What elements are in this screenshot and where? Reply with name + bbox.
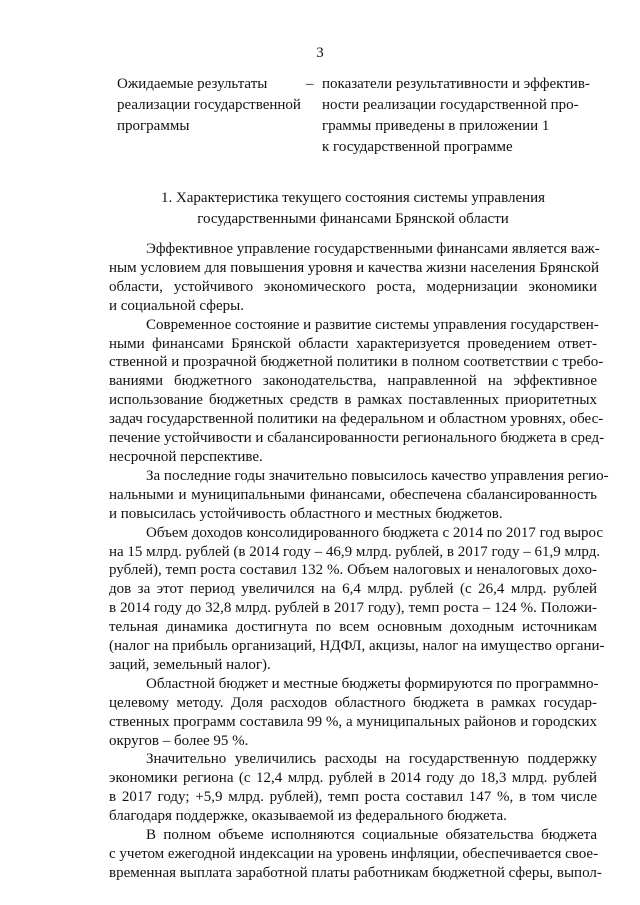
paragraph-line: Современное состояние и развитие системы управления государствен- xyxy=(146,316,599,333)
paragraph-line: области, устойчивого экономического роста, модернизации экономики xyxy=(109,278,597,295)
paragraph-line: ственной и прозрачной бюджетной политики в полном соответствии с требо- xyxy=(109,354,604,371)
paragraph-line: временная выплата заработной платы работникам бюджетной сферы, выпол- xyxy=(109,864,602,881)
paragraph-line: округов – более 95 %. xyxy=(109,732,249,749)
paragraph-line: Объем доходов консолидированного бюджета с 2014 по 2017 год вырос xyxy=(146,524,604,541)
paragraph xyxy=(109,675,597,751)
paragraph-line: задач государственной политики на федеральном и областном уровнях, обес- xyxy=(109,411,604,428)
paragraph-line: заций, земельный налог). xyxy=(109,656,271,673)
paragraph-line: За последние годы значительно повысилось качество управления регио- xyxy=(146,467,609,484)
paragraph-line: дов за этот период увеличился на 6,4 млрд. рублей (с 26,4 млрд. рублей xyxy=(109,581,597,598)
passport-value-line: к государственной программе xyxy=(322,139,513,155)
paragraph-line: Областной бюджет и местные бюджеты формируются по программно- xyxy=(146,675,599,692)
paragraph-line: целевому методу. Доля расходов областного бюджета в рамках государ- xyxy=(109,694,597,711)
section-heading-line: государственными финансами Брянской области xyxy=(197,211,509,227)
paragraph-line: в 2014 году до 32,8 млрд. рублей в 2017 году), темп роста – 124 %. Положи- xyxy=(109,600,597,617)
paragraph-line: ными финансами Брянской области характеризуется проведением ответ- xyxy=(109,335,597,352)
passport-dash: – xyxy=(306,76,314,92)
paragraph-line: рублей), темп роста составил 132 %. Объем налоговых и неналоговых дохо- xyxy=(109,562,597,579)
paragraph-line: тельная динамика достигнута по всем основным доходным источникам xyxy=(109,619,597,636)
paragraph-line: и повысилась устойчивость областного и местных бюджетов. xyxy=(109,505,503,522)
passport-value-line: ности реализации государственной про- xyxy=(322,97,579,113)
paragraph-line: (налог на прибыль организаций, НДФЛ, акцизы, налог на имущество органи- xyxy=(109,638,605,655)
paragraph xyxy=(109,524,605,675)
paragraph-line: экономики региона (с 12,4 млрд. рублей в 2014 году до 18,3 млрд. рублей xyxy=(109,770,597,787)
paragraph-line: Эффективное управление государственными финансами является важ- xyxy=(146,241,600,257)
paragraph xyxy=(109,826,602,883)
paragraph-line: несрочной перспективе. xyxy=(109,448,263,465)
paragraph-line: и социальной сферы. xyxy=(109,297,244,314)
body-text xyxy=(109,240,609,883)
page-number: 3 xyxy=(316,45,324,61)
paragraph-line: на 15 млрд. рублей (в 2014 году – 46,9 млрд. рублей, в 2017 году – 61,9 млрд. xyxy=(109,543,601,560)
section-heading xyxy=(110,188,596,230)
paragraph-line: в 2017 году; +5,9 млрд. рублей), темп роста составил 147 %, в том числе xyxy=(109,789,597,806)
paragraph-line: Значительно увеличились расходы на государственную поддержку xyxy=(146,751,597,768)
paragraph-line: ваниями бюджетного законодательства, направленной на эффективное xyxy=(109,373,597,390)
paragraph-line: В полном объеме исполняются социальные обязательства бюджета xyxy=(146,827,597,844)
paragraph-line: нальными и муниципальными финансами, обеспечена сбалансированность xyxy=(109,486,597,503)
passport-label-line: Ожидаемые результаты xyxy=(117,76,268,92)
paragraph-line: ственных программ составила 99 %, а муниципальных районов и городских xyxy=(109,713,597,730)
paragraph-line: печение устойчивости и сбалансированности регионального бюджета в сред- xyxy=(109,430,605,447)
passport-value xyxy=(322,74,597,158)
paragraph xyxy=(109,316,605,467)
passport-label xyxy=(117,74,307,137)
paragraph xyxy=(109,240,600,316)
paragraph xyxy=(109,467,609,524)
passport-value-line: показатели результативности и эффектив- xyxy=(322,76,590,92)
paragraph-line: использование бюджетных средств в рамках поставленных приоритетных xyxy=(109,392,597,409)
passport-value-line: граммы приведены в приложении 1 xyxy=(322,118,550,134)
paragraph-line: с учетом ежегодной индексации на уровень инфляции, обеспечивается свое- xyxy=(109,846,599,862)
paragraph-line: благодаря поддержке, оказываемой из федерального бюджета. xyxy=(109,808,507,825)
paragraph xyxy=(109,750,597,826)
section-heading-line: 1. Характеристика текущего состояния системы управления xyxy=(160,190,546,206)
passport-label-line: программы xyxy=(117,118,190,134)
paragraph-line: ным условием для повышения уровня и качества жизни населения Брянской xyxy=(109,259,600,276)
passport-label-line: реализации государственной xyxy=(117,97,301,113)
